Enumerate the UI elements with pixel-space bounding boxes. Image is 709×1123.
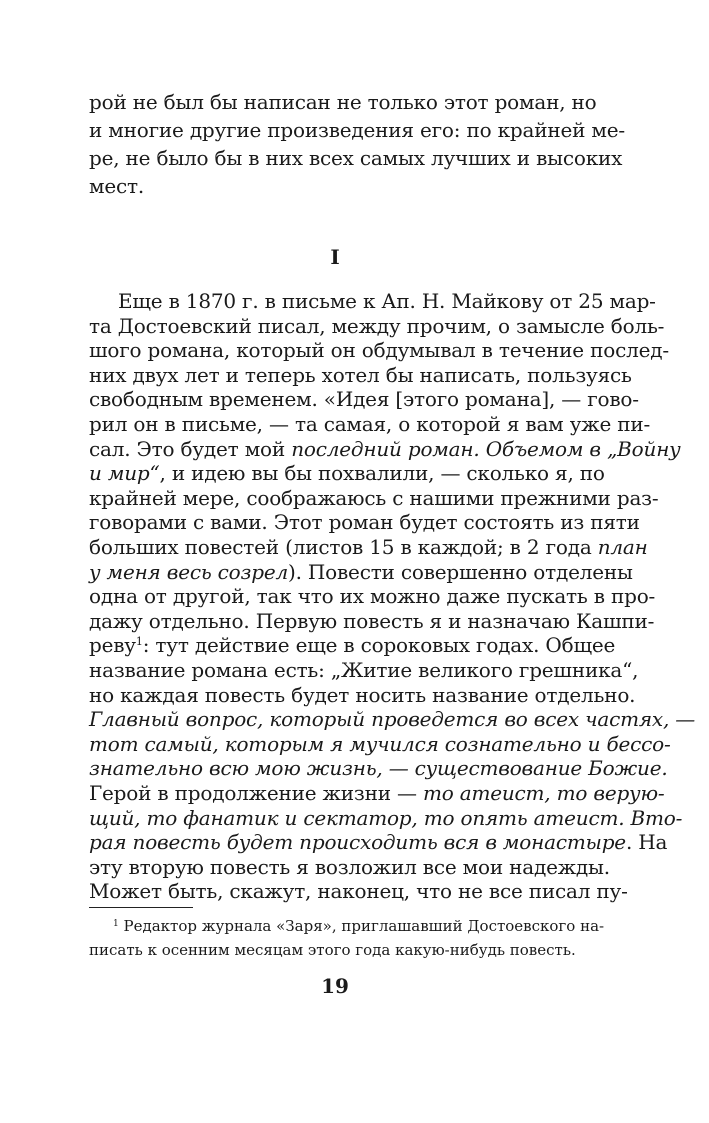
italic-span: у меня весь созрел: [89, 560, 288, 584]
body-text-line: [89, 460, 605, 486]
body-text-line: [89, 534, 648, 560]
body-text-line: Может быть, скажут, наконец, что не все писал пу-: [89, 879, 628, 903]
body-text-line: та Достоевский писал, между прочим, о замысле боль-: [89, 314, 665, 338]
text-span: , и идею вы бы похвалили, — сколько я, по: [159, 461, 605, 485]
italic-span: рая повесть будет происходить вся в монастыре: [89, 830, 626, 854]
section-heading: I: [330, 245, 340, 269]
body-text-line: рой не был бы написан не только этот роман, но: [89, 90, 597, 114]
footnote-reference[interactable]: 1: [135, 635, 143, 648]
body-text-line: крайней мере, соображаюсь с нашими прежними раз-: [89, 486, 659, 510]
body-text-line: свободным временем. «Идея [этого романа], — гово-: [89, 387, 639, 411]
body-text-line: одна от другой, так что их можно даже пускать в про-: [89, 584, 656, 608]
body-text-line: [89, 436, 681, 462]
body-text-line: говорами с вами. Этот роман будет состоять из пяти: [89, 510, 640, 534]
body-text-line: и многие другие произведения его: по крайней ме-: [89, 118, 625, 142]
body-text-line: название романа есть: „Житие великого грешника“,: [89, 658, 639, 682]
body-text-line: Еще в 1870 г. в письме к Ап. Н. Майкову от 25 мар-: [118, 289, 656, 313]
body-text-line: [89, 559, 633, 585]
text-span: сал. Это будет мой: [89, 437, 292, 461]
body-text-line: мест.: [89, 174, 145, 198]
body-text-line: ре, не было бы в них всех самых лучших и высоких: [89, 146, 623, 170]
footnote-line: писать к осенним месяцам этого года какую-нибудь повесть.: [89, 941, 576, 959]
body-text-line: [89, 829, 668, 855]
italic-span: последний роман. Объемом в „Войну: [291, 437, 681, 461]
body-text-line: шого романа, который он обдумывал в течение послед-: [89, 338, 669, 362]
body-text-line: рил он в письме, — та самая, о которой я вам уже пи-: [89, 412, 651, 436]
body-text-line: эту вторую повесть я возложил все мои надежды.: [89, 855, 610, 879]
body-text-line: [89, 632, 616, 658]
body-text-line: [89, 780, 665, 806]
text-span: Герой в продолжение жизни —: [89, 781, 423, 805]
text-span: ). Повести совершенно отделены: [288, 560, 633, 584]
italic-span: то атеист, то верую-: [422, 781, 665, 805]
footnote-marker: 1: [113, 919, 119, 929]
body-text-line: знательно всю мою жизнь, — существование Божие.: [89, 756, 668, 780]
body-text-line: них двух лет и теперь хотел бы написать, пользуясь: [89, 363, 632, 387]
text-span: реву: [89, 633, 136, 657]
italic-span: и мир“: [89, 461, 160, 485]
footnote-text: Редактор журнала «Заря», приглашавший Достоевского на-: [118, 917, 605, 935]
text-span: . На: [625, 830, 668, 854]
body-text-line: но каждая повесть будет носить название отдельно.: [89, 683, 636, 707]
footnote-divider: [89, 907, 193, 908]
body-text-line: тот самый, которым я мучился сознательно и бессо-: [89, 732, 671, 756]
body-text-line: Главный вопрос, который проведется во всех частях, —: [89, 707, 696, 731]
footnote-line: [113, 915, 605, 937]
body-text-line: дажу отдельно. Первую повесть я и назначаю Кашпи-: [89, 609, 655, 633]
text-span: больших повестей (листов 15 в каждой; в 2 года: [89, 535, 598, 559]
page-number: 19: [321, 974, 349, 998]
text-span: : тут действие еще в сороковых годах. Общее: [142, 633, 616, 657]
body-text-line: щий, то фанатик и сектатор, то опять атеист. Вто-: [89, 806, 683, 830]
italic-span: план: [597, 535, 648, 559]
